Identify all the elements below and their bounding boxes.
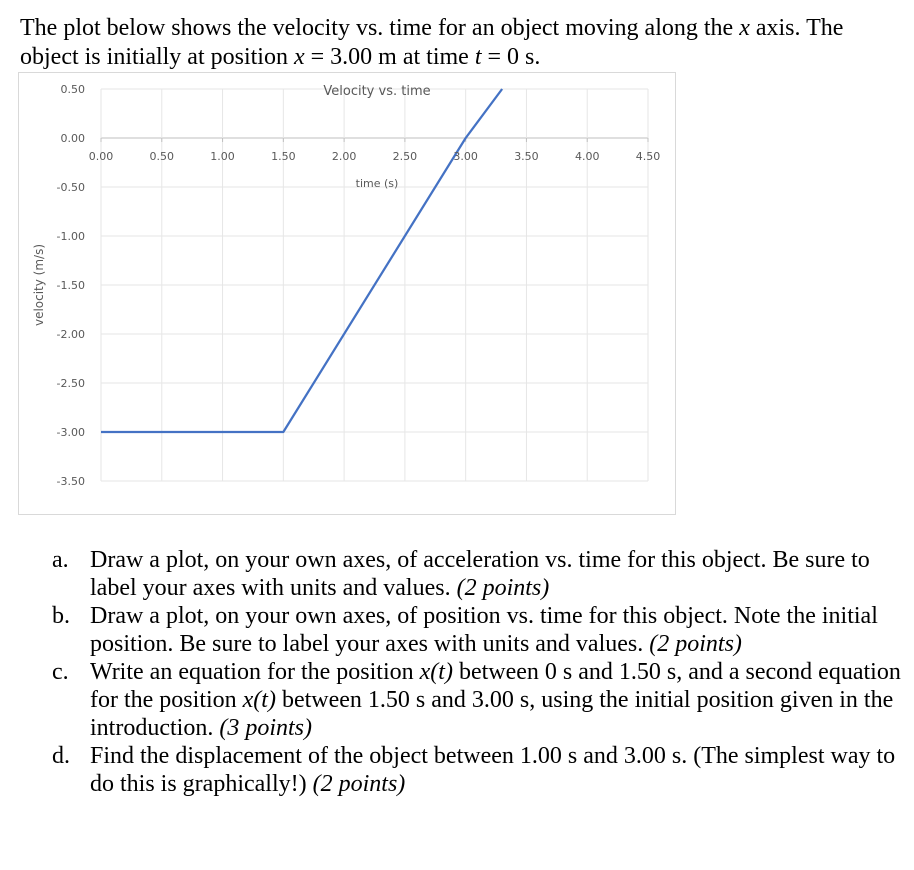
question-text: Draw a plot, on your own axes, of acceleration vs. time for this object. Be sure to label your axes with units and values.: [90, 547, 870, 601]
question-list: [52, 546, 902, 798]
y-tick-label: -3.50: [56, 475, 85, 488]
question-letter: d.: [52, 743, 70, 769]
y-tick-label: -1.00: [56, 230, 85, 243]
question-letter: c.: [52, 659, 69, 685]
question-b: [52, 602, 902, 658]
question-letter: a.: [52, 547, 69, 573]
x-tick-label: 1.00: [210, 150, 235, 163]
intro-var-x2: x: [293, 44, 305, 70]
y-tick-label: -1.50: [56, 279, 85, 292]
question-text: between 1.50 s and 3.00 s, using the initial position given in the introduction.: [90, 687, 894, 741]
y-tick-label: -2.00: [56, 328, 85, 341]
question-points: (2 points): [456, 575, 550, 601]
x-tick-label: 2.50: [392, 150, 418, 163]
x-tick-label: 3.50: [514, 150, 539, 163]
x-axis-label: time (s): [355, 177, 399, 190]
intro-text-3: = 3.00 m at time: [304, 44, 475, 70]
y-tick-label: -2.50: [56, 377, 85, 390]
question-c: [52, 658, 902, 742]
x-tick-label: 0.50: [149, 150, 175, 163]
question-var-xt: x(t): [242, 687, 276, 713]
x-tick-label: 0.00: [88, 150, 114, 163]
question-a: [52, 546, 902, 602]
x-tick-label: 4.00: [574, 150, 600, 163]
question-text: Write an equation for the position: [90, 659, 420, 685]
intro-var-t: t: [474, 44, 482, 70]
question-points: (2 points): [312, 771, 406, 797]
intro-text-4: = 0 s.: [481, 44, 541, 70]
question-points: (3 points): [219, 715, 312, 741]
y-axis-label: velocity (m/s): [32, 243, 46, 327]
x-tick-label: 1.50: [271, 150, 296, 163]
intro-var-x: x: [739, 15, 750, 41]
question-text: between 0 s and 1.50 s, and a second equation for the position: [90, 659, 901, 713]
question-text: Find the displacement of the object between 1.00 s and 3.00 s. (The simplest way to do this is graphically!): [90, 743, 896, 797]
question-var-xt: x(t): [419, 659, 453, 685]
velocity-series-line: [101, 89, 502, 432]
x-tick-label: 4.50: [635, 150, 661, 163]
question-d: [52, 742, 902, 798]
velocity-chart: [18, 72, 676, 515]
y-tick-label: -3.00: [56, 426, 85, 439]
question-letter: b.: [52, 603, 70, 629]
problem-intro: [20, 14, 900, 72]
x-tick-label: 2.00: [331, 150, 357, 163]
y-tick-label: 0.00: [60, 132, 85, 145]
question-text: Draw a plot, on your own axes, of position vs. time for this object. Note the initial position. Be sure to label your axes with units and values.: [90, 603, 878, 657]
y-tick-label: 0.50: [60, 83, 85, 96]
chart-canvas: [19, 73, 675, 514]
chart-title: Velocity vs. time: [323, 84, 431, 99]
question-points: (2 points): [649, 631, 742, 657]
y-tick-label: -0.50: [56, 181, 85, 194]
x-tick-label: 3.00: [453, 150, 478, 163]
intro-text-1: The plot below shows the velocity vs. time for an object moving along the: [20, 15, 740, 41]
intro-text-2: axis. The object is initially at position: [20, 15, 844, 70]
